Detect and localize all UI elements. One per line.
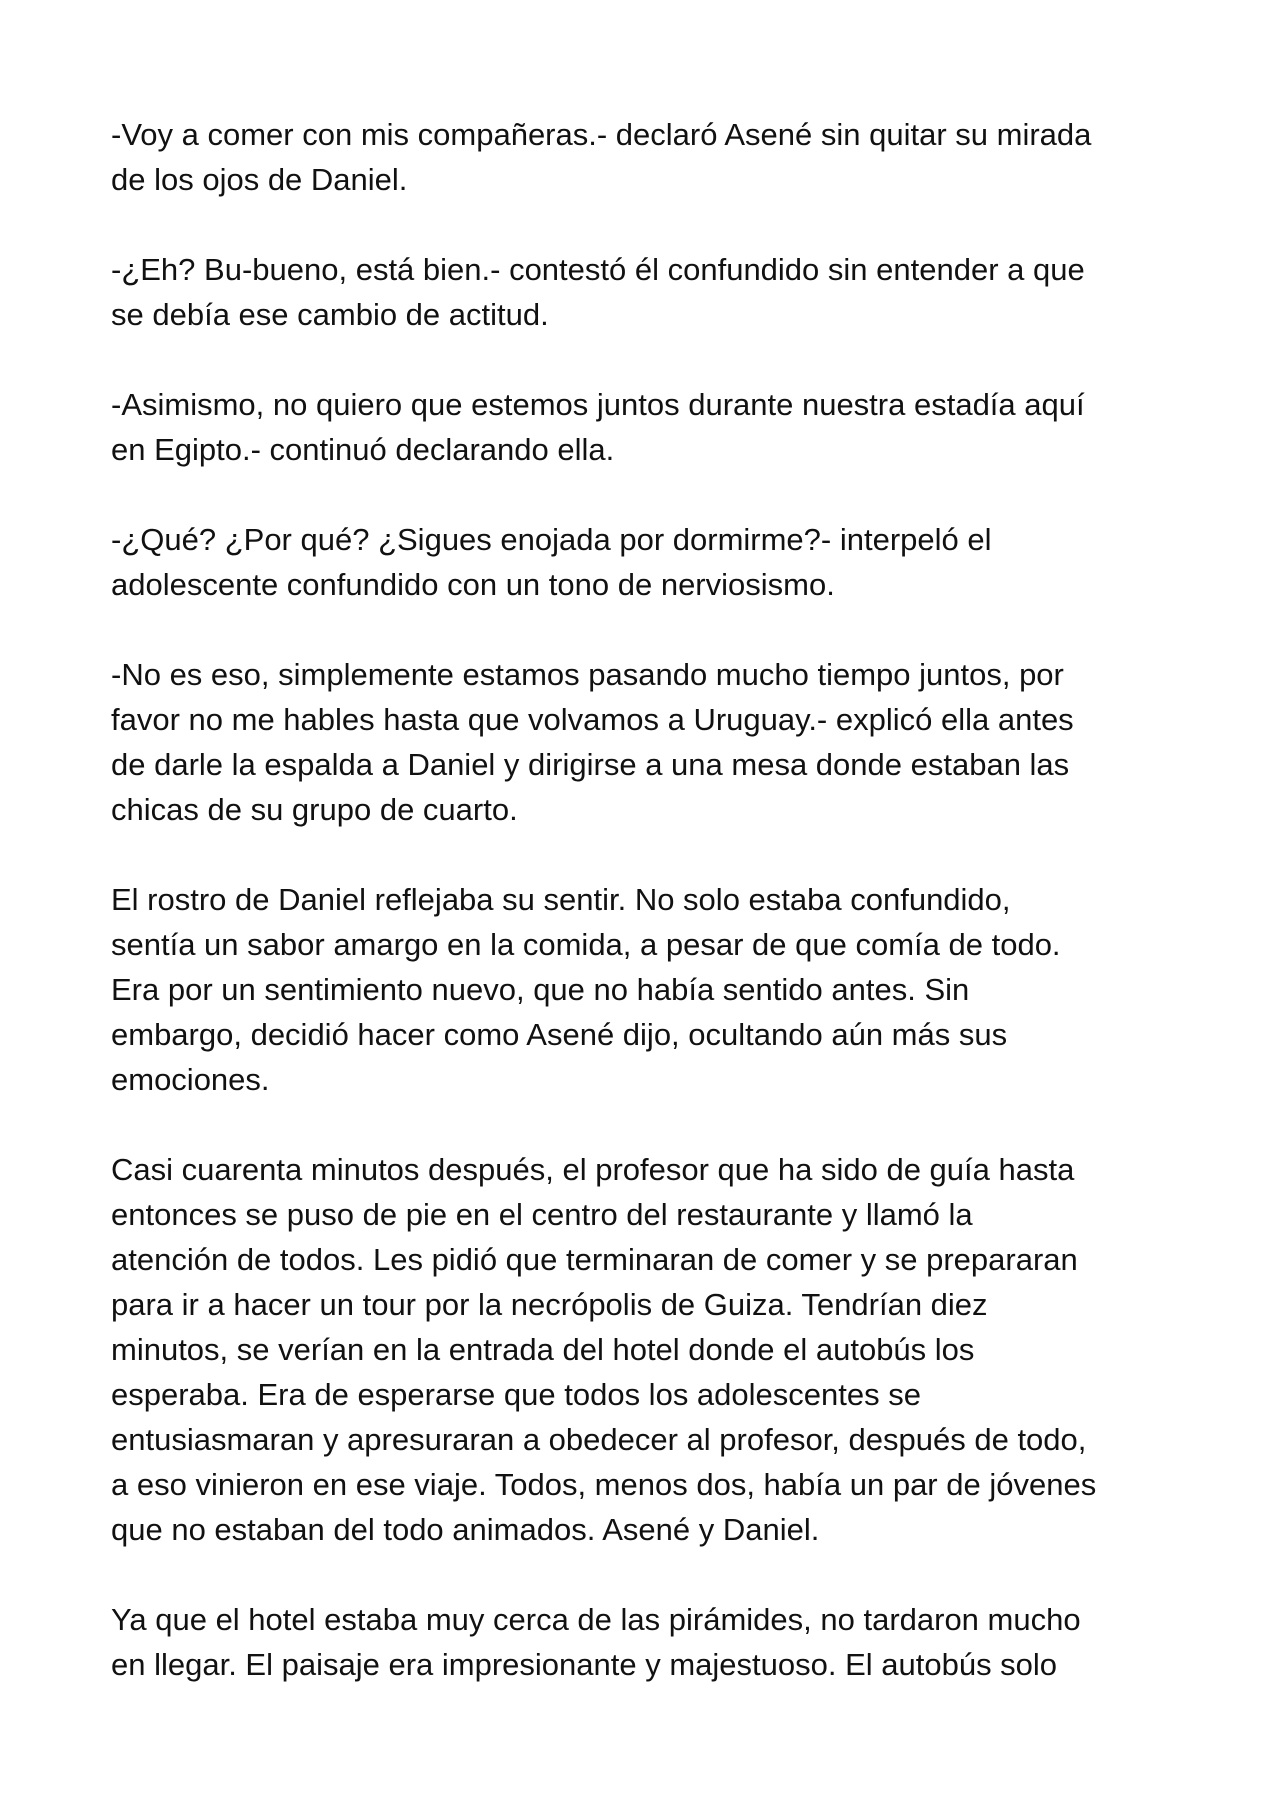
- text-line: que no estaban del todo animados. Asené y Daniel.: [111, 1512, 820, 1547]
- text-line: Ya que el hotel estaba muy cerca de las pirámides, no tardaron mucho: [111, 1602, 1081, 1637]
- text-line: se debía ese cambio de actitud.: [111, 297, 549, 332]
- text-line: en Egipto.- continuó declarando ella.: [111, 432, 615, 467]
- text-line: entonces se puso de pie en el centro del restaurante y llamó la: [111, 1197, 973, 1232]
- text-line: entusiasmaran y apresuraran a obedecer al profesor, después de todo,: [111, 1422, 1087, 1457]
- document-body: [111, 112, 1181, 1732]
- text-line: de los ojos de Daniel.: [111, 162, 408, 197]
- paragraph: [111, 112, 1181, 202]
- paragraph: [111, 877, 1181, 1102]
- text-line: Era por un sentimiento nuevo, que no había sentido antes. Sin: [111, 972, 970, 1007]
- paragraph: [111, 382, 1181, 472]
- text-line: Casi cuarenta minutos después, el profesor que ha sido de guía hasta: [111, 1152, 1075, 1187]
- paragraph: [111, 517, 1181, 607]
- text-line: esperaba. Era de esperarse que todos los adolescentes se: [111, 1377, 921, 1412]
- text-line: emociones.: [111, 1062, 270, 1097]
- text-line: de darle la espalda a Daniel y dirigirse a una mesa donde estaban las: [111, 747, 1070, 782]
- text-line: atención de todos. Les pidió que terminaran de comer y se prepararan: [111, 1242, 1078, 1277]
- text-line: -Asimismo, no quiero que estemos juntos durante nuestra estadía aquí: [111, 387, 1085, 422]
- text-line: -No es eso, simplemente estamos pasando mucho tiempo juntos, por: [111, 657, 1064, 692]
- text-line: El rostro de Daniel reflejaba su sentir. No solo estaba confundido,: [111, 882, 1011, 917]
- text-line: adolescente confundido con un tono de nerviosismo.: [111, 567, 835, 602]
- text-line: chicas de su grupo de cuarto.: [111, 792, 518, 827]
- paragraph: [111, 247, 1181, 337]
- text-line: -Voy a comer con mis compañeras.- declaró Asené sin quitar su mirada: [111, 117, 1092, 152]
- paragraph: [111, 652, 1181, 832]
- paragraph: [111, 1597, 1181, 1687]
- text-line: favor no me hables hasta que volvamos a Uruguay.- explicó ella antes: [111, 702, 1074, 737]
- text-line: -¿Eh? Bu-bueno, está bien.- contestó él confundido sin entender a que: [111, 252, 1085, 287]
- text-line: -¿Qué? ¿Por qué? ¿Sigues enojada por dormirme?- interpeló el: [111, 522, 992, 557]
- text-line: a eso vinieron en ese viaje. Todos, menos dos, había un par de jóvenes: [111, 1467, 1097, 1502]
- text-line: embargo, decidió hacer como Asené dijo, ocultando aún más sus: [111, 1017, 1008, 1052]
- text-line: minutos, se verían en la entrada del hotel donde el autobús los: [111, 1332, 975, 1367]
- paragraph: [111, 1147, 1181, 1552]
- text-line: sentía un sabor amargo en la comida, a pesar de que comía de todo.: [111, 927, 1061, 962]
- text-line: para ir a hacer un tour por la necrópolis de Guiza. Tendrían diez: [111, 1287, 988, 1322]
- text-line: en llegar. El paisaje era impresionante y majestuoso. El autobús solo: [111, 1647, 1058, 1682]
